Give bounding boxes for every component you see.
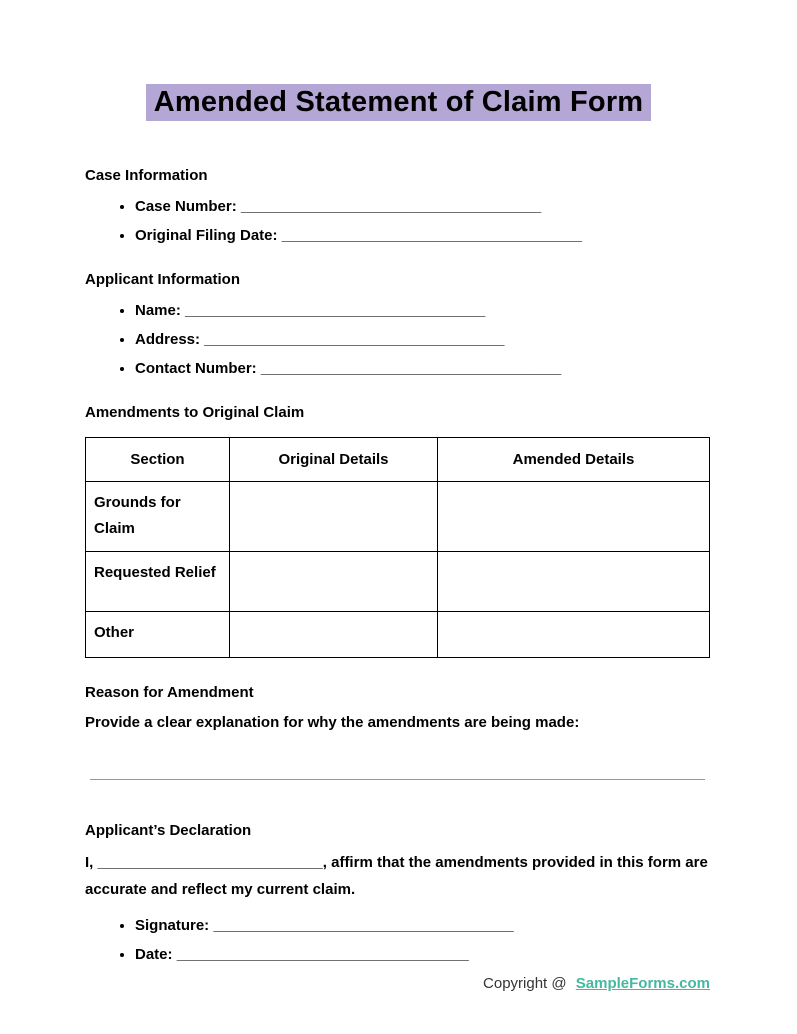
field-label-date: Date:	[135, 946, 173, 963]
table-cell-grounds-amended	[438, 482, 710, 552]
table-header-section: Section	[86, 438, 230, 482]
field-label-name: Name:	[135, 302, 181, 319]
table-row-label-other: Other	[86, 612, 230, 658]
declaration-list	[85, 916, 712, 964]
name-blank-line: ____________________________________	[185, 302, 486, 319]
list-item-contact-number	[135, 359, 712, 378]
case-number-blank-line: ____________________________________	[240, 198, 542, 215]
list-item-name	[135, 301, 712, 320]
title-row	[85, 84, 712, 121]
page-title: Amended Statement of Claim Form	[146, 84, 652, 121]
address-blank-line: ____________________________________	[204, 331, 505, 348]
declaration-suffix: , affirm that the amendments provided in this form are accurate and reflect my current claim.	[85, 854, 708, 898]
table-header-row	[86, 438, 710, 482]
section-heading-amendments: Amendments to Original Claim	[85, 404, 305, 421]
field-label-case-number: Case Number:	[135, 198, 237, 215]
reason-write-line	[90, 778, 705, 780]
table-row-label-requested-relief: Requested Relief	[86, 552, 230, 612]
table-row-label-grounds-for-claim: Grounds for Claim	[86, 482, 230, 552]
reason-instruction-text: Provide a clear explanation for why the amendments are being made:	[85, 714, 580, 731]
table-cell-relief-original	[230, 552, 438, 612]
applicant-info-list	[85, 301, 712, 378]
table-row-other	[86, 612, 710, 658]
sampleforms-link[interactable]: SampleForms.com	[575, 975, 710, 992]
table-header-original-details: Original Details	[230, 438, 438, 482]
field-label-signature: Signature:	[135, 917, 210, 934]
table-cell-relief-amended	[438, 552, 710, 612]
footer	[483, 975, 710, 992]
list-item-original-filing-date	[135, 226, 712, 245]
list-item-date	[135, 945, 712, 964]
section-heading-reason: Reason for Amendment	[85, 684, 254, 701]
contact-number-blank-line: ____________________________________	[260, 360, 562, 377]
date-blank-line: ___________________________________	[176, 946, 469, 963]
original-filing-date-blank-line: ____________________________________	[281, 227, 583, 244]
amendments-table	[85, 437, 710, 658]
field-label-contact-number: Contact Number:	[135, 360, 257, 377]
field-label-original-filing-date: Original Filing Date:	[135, 227, 278, 244]
section-heading-applicant-information: Applicant Information	[85, 271, 240, 288]
table-row-grounds-for-claim	[86, 482, 710, 552]
declaration-prefix: I,	[85, 854, 94, 871]
table-cell-other-amended	[438, 612, 710, 658]
table-header-amended-details: Amended Details	[438, 438, 710, 482]
table-row-requested-relief	[86, 552, 710, 612]
declaration-statement	[85, 849, 712, 903]
case-info-list	[85, 197, 712, 245]
section-heading-declaration: Applicant’s Declaration	[85, 822, 252, 839]
table-cell-other-original	[230, 612, 438, 658]
section-heading-case-information: Case Information	[85, 167, 208, 184]
table-cell-grounds-original	[230, 482, 438, 552]
declaration-name-blank-line: ___________________________	[97, 854, 323, 871]
signature-blank-line: ____________________________________	[213, 917, 514, 934]
list-item-case-number	[135, 197, 712, 216]
list-item-signature	[135, 916, 712, 935]
list-item-address	[135, 330, 712, 349]
copyright-text: Copyright @	[483, 975, 567, 992]
field-label-address: Address:	[135, 331, 201, 348]
